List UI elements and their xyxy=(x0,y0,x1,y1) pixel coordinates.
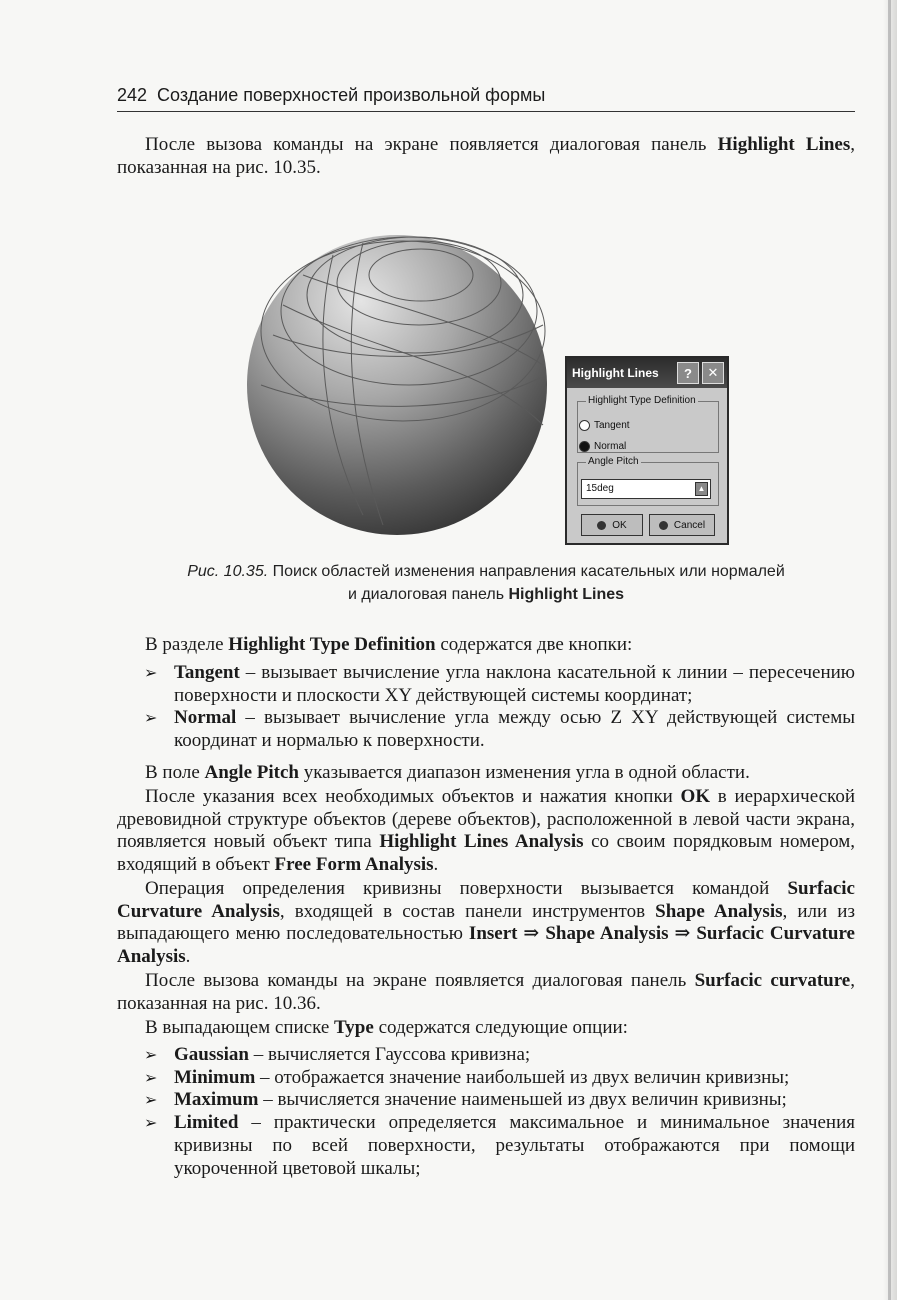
normal-radio[interactable]: Normal xyxy=(579,441,626,452)
close-icon[interactable]: ✕ xyxy=(702,362,724,384)
highlight-lines-dialog xyxy=(565,356,729,545)
list-item: ➢ Gaussian – вычисляется Гауссова кривизна; xyxy=(144,1044,531,1065)
intro-term: Highlight Lines xyxy=(717,134,851,155)
list-item: ➢ Normal – вызывает вычисление угла между осью Z XY действующей системы координат и нормалью к поверхности. xyxy=(144,707,855,752)
arrow-icon: ➢ xyxy=(144,708,158,728)
arrow-icon: ➢ xyxy=(144,1067,158,1087)
type-options-list xyxy=(144,1044,855,1180)
page-edge-shadow xyxy=(883,0,897,1300)
sphere-illustration xyxy=(243,215,555,535)
tangent-radio-icon xyxy=(579,420,590,431)
chapter-title: Создание поверхностей произвольной формы xyxy=(157,85,546,105)
section-intro: В разделе Highlight Type Definition содержатся две кнопки: xyxy=(145,634,633,655)
list-item: ➢ Maximum – вычисляется значение наименьшей из двух величин кривизны; xyxy=(144,1089,787,1111)
figure-number: Рис. 10.35. xyxy=(187,563,269,580)
list-item: ➢ Tangent – вызывает вычисление угла наклона касательной к линии – пересечению поверхности и плоскости XY действующей системы координат; xyxy=(144,662,855,706)
angle-pitch-paragraph: В поле Angle Pitch указывается диапазон изменения угла в одной области. xyxy=(145,762,750,783)
page-number: 242 xyxy=(117,85,148,105)
analysis-paragraph: После указания всех необходимых объектов и нажатия кнопки OK в иерархической древовидной структуре объектов (дереве объектов), расположенной в левой части экрана, появляется новый объект типа Highlight Lines Analysis со своим порядковым номером, входящий в объект Free Form Analysis. xyxy=(117,786,855,876)
arrow-icon: ➢ xyxy=(144,1045,158,1064)
running-header xyxy=(117,83,855,112)
list-item: ➢ Limited – практически определяется максимальное и минимальное значения кривизны по всей поверхности, результаты отображаются при помощи укороченной цветовой шкалы; xyxy=(144,1112,855,1179)
cancel-button[interactable]: Cancel xyxy=(649,514,715,536)
arrow-icon: ➢ xyxy=(144,1113,158,1133)
help-icon[interactable]: ? xyxy=(677,362,699,384)
tangent-radio[interactable]: Tangent xyxy=(579,420,630,431)
surfacic-paragraph: После вызова команды на экране появляется диалоговая панель Surfacic curvature, показанная на рис. 10.36. xyxy=(117,970,855,1014)
ok-button[interactable]: OK xyxy=(581,514,643,536)
dialog-titlebar xyxy=(567,358,727,388)
options-list xyxy=(144,662,855,753)
type-definition-label: Highlight Type Definition xyxy=(588,395,696,406)
figure-caption: Рис. 10.35. Поиск областей изменения направления касательных или нормалей и диалоговая панель Highlight Lines xyxy=(187,563,785,603)
list-item: ➢ Minimum – отображается значение наибольшей из двух величин кривизны; xyxy=(144,1066,790,1088)
intro-paragraph: После вызова команды на экране появляется диалоговая панель Highlight Lines, показанная на рис. 10.35. xyxy=(117,134,855,178)
curvature-paragraph: Операция определения кривизны поверхности вызывается командой Surfacic Curvature Analysis, входящей в состав панели инструментов Shape Analysis, или из выпадающего меню последовательностью Insert ⇒ Shape Analysis ⇒ Surfacic Curvature Analysis. xyxy=(117,878,855,968)
dialog-title: Highlight Lines xyxy=(572,366,659,380)
normal-radio-icon xyxy=(579,441,590,452)
type-paragraph: В выпадающем списке Type содержатся следующие опции: xyxy=(145,1017,628,1038)
angle-pitch-label: Angle Pitch xyxy=(588,456,639,467)
ok-icon xyxy=(597,521,606,530)
cancel-icon xyxy=(659,521,668,530)
sphere-figure xyxy=(243,215,555,535)
arrow-icon: ➢ xyxy=(144,663,158,682)
angle-pitch-input[interactable]: 15deg ▲ xyxy=(581,479,711,499)
spinner-icon[interactable]: ▲ xyxy=(695,482,708,496)
arrow-icon: ➢ xyxy=(144,1090,158,1110)
